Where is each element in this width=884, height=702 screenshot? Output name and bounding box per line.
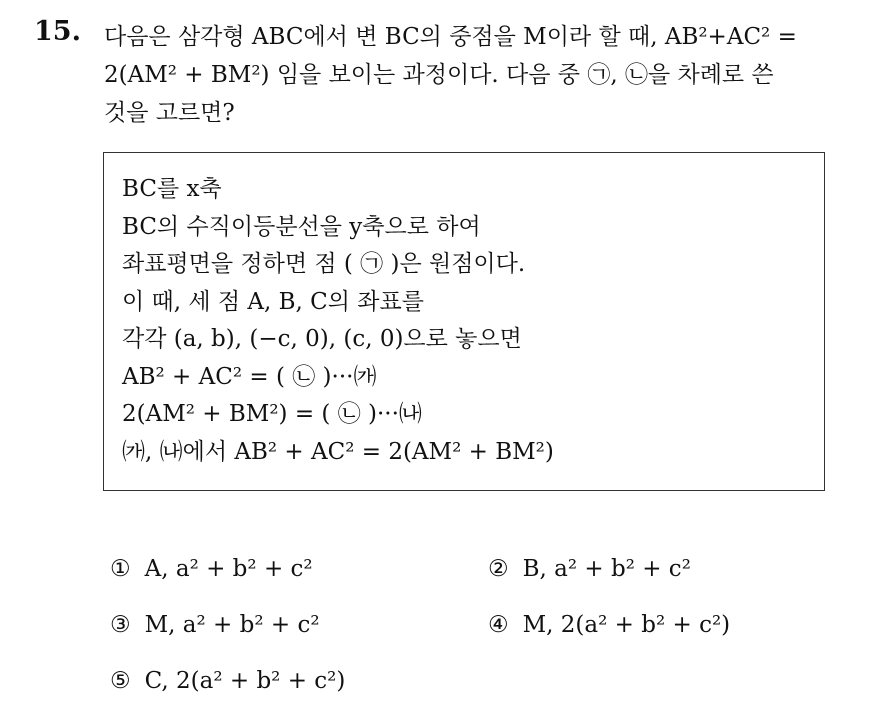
proof-box — [103, 152, 825, 491]
question-stem — [104, 18, 864, 132]
choice-text: C, 2(a² + b² + c²) — [144, 668, 346, 694]
proof-line: 이 때, 세 점 A, B, C의 좌표를 — [122, 288, 424, 315]
proof-line: 2(AM² + BM²) = ( ㉡ )···㈏ — [122, 401, 422, 427]
choice-number: ① — [110, 556, 131, 582]
proof-line: 좌표평면을 정하면 점 ( ㉠ )은 원점이다. — [122, 251, 526, 277]
question-number: 15. — [34, 16, 81, 47]
choice-number: ③ — [110, 612, 131, 638]
proof-line: AB² + AC² = ( ㉡ )···㈎ — [122, 363, 377, 390]
choice-text: M, 2(a² + b² + c²) — [522, 612, 731, 638]
stem-line: 것을 고르면? — [104, 100, 235, 126]
choice-1[interactable] — [110, 556, 313, 582]
proof-line: BC의 수직이등분선을 y축으로 하여 — [122, 213, 481, 240]
choice-text: M, a² + b² + c² — [144, 612, 320, 638]
choice-5[interactable] — [110, 668, 345, 694]
choice-text: A, a² + b² + c² — [144, 556, 313, 582]
proof-line: ㈎, ㈏에서 AB² + AC² = 2(AM² + BM²) — [122, 438, 554, 465]
choice-text: B, a² + b² + c² — [522, 556, 691, 582]
proof-content — [122, 171, 554, 471]
proof-line: BC를 x축 — [122, 176, 222, 202]
choice-number: ② — [488, 556, 509, 582]
choice-3[interactable] — [110, 612, 320, 638]
choice-2[interactable] — [488, 556, 691, 582]
choice-number: ⑤ — [110, 668, 131, 694]
choice-4[interactable] — [488, 612, 730, 638]
stem-line: 2(AM² + BM²) 임을 보이는 과정이다. 다음 중 ㉠, ㉡을 차례로 쓴 — [104, 62, 774, 88]
proof-line: 각각 (a, b), (−c, 0), (c, 0)으로 놓으면 — [122, 326, 522, 352]
stem-line: 다음은 삼각형 ABC에서 변 BC의 중점을 M이라 할 때, AB²+AC² = — [104, 24, 797, 50]
choice-number: ④ — [488, 612, 509, 638]
